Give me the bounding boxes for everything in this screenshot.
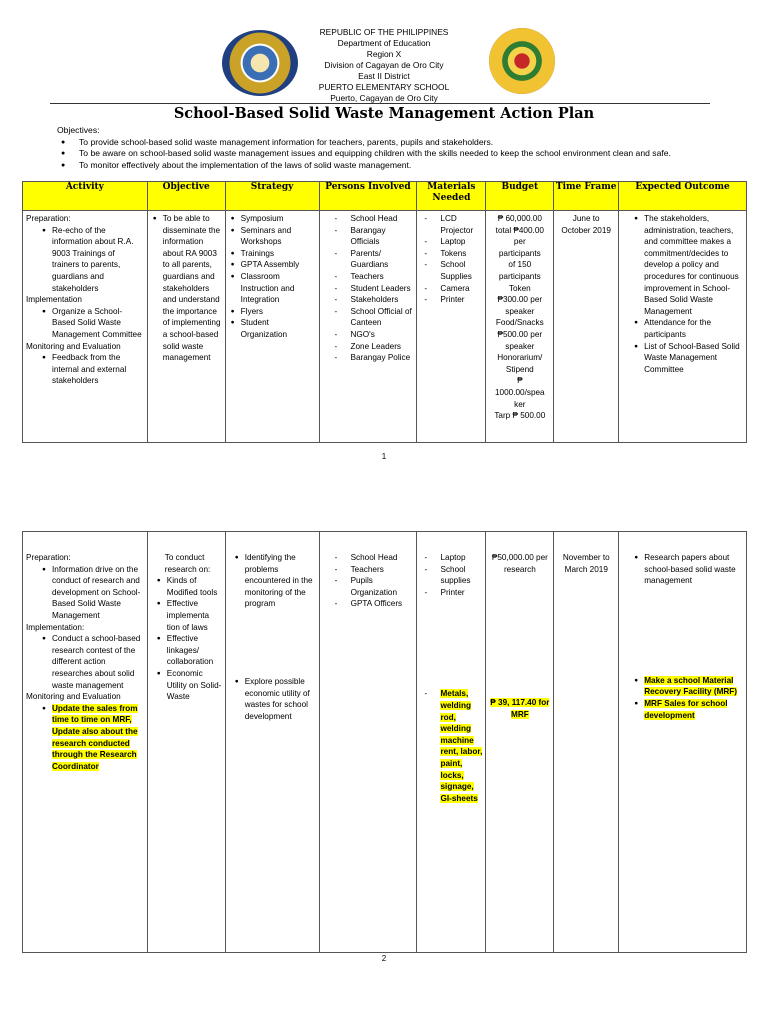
objective-item: ● Effective implementa tion of laws — [167, 598, 222, 633]
timeframe-cell — [554, 532, 619, 953]
material-item: - School supplies — [440, 564, 482, 587]
header-strategy: Strategy — [225, 182, 319, 211]
budget-line: participants — [498, 248, 541, 258]
person-item: - Barangay Police — [351, 352, 414, 364]
persons-cell — [319, 211, 417, 443]
budget-line: Stipend — [505, 364, 534, 374]
table-row — [23, 211, 747, 443]
highlighted-text: Make a school Material Recovery Facility (MRF) — [644, 675, 738, 697]
header-line-6: PUERTO ELEMENTARY SCHOOL — [318, 82, 450, 92]
activity-cell — [23, 211, 148, 443]
strategy-cell — [225, 532, 319, 953]
action-plan-table-page-1 — [22, 181, 747, 443]
activity-cell — [23, 532, 148, 953]
person-item: - GPTA Officers — [351, 598, 414, 610]
person-item: - Barangay Officials — [351, 225, 414, 248]
header-expected-outcome: Expected Outcome — [619, 182, 747, 211]
strategy-item: ● Flyers — [241, 306, 316, 318]
persons-cell — [319, 532, 417, 953]
strategy-cell — [225, 211, 319, 443]
budget-line: ₱50,000.00 per research — [491, 553, 548, 574]
budget-line: Food/Snacks — [495, 318, 544, 328]
material-item: - Printer — [440, 294, 482, 306]
outcome-item: ● Attendance for the participants — [644, 317, 743, 340]
outcome-cell — [619, 211, 747, 443]
outcome-item — [644, 698, 743, 721]
highlighted-text: MRF Sales for school development — [644, 698, 728, 720]
header-line-7: Puerto, Cagayan de Oro City — [330, 93, 438, 103]
material-item: - Laptop — [440, 236, 482, 248]
person-item: - Parents/ Guardians — [351, 248, 414, 271]
phase-label: Preparation: — [26, 553, 71, 562]
person-item: - Stakeholders — [351, 294, 414, 306]
material-item: - Camera — [440, 283, 482, 295]
outcome-item — [644, 675, 743, 698]
budget-line: of 150 — [508, 260, 532, 270]
header-line-2: Department of Education — [337, 38, 431, 48]
objective-cell — [147, 211, 225, 443]
phase-label: Monitoring and Evaluation — [26, 692, 121, 702]
strategy-item: ● Explore possible economic utility of wastes for school development — [245, 676, 316, 722]
budget-line: ₱300.00 per — [497, 295, 543, 305]
timeframe-text: June to October 2019 — [561, 214, 611, 235]
outcome-item: ● The stakeholders, administration, teachers, and committee makes a commitment/decides to develop a policy and procedures for continuous improvement in School-Based Solid Waste Management — [644, 213, 743, 317]
header-materials-needed: Materials Needed — [417, 182, 486, 211]
header-persons-involved: Persons Involved — [319, 182, 417, 211]
person-item: - School Official of Canteen — [351, 306, 414, 329]
person-item: - Zone Leaders — [351, 341, 414, 353]
budget-line: speaker — [505, 341, 535, 351]
page-number: 2 — [381, 954, 387, 963]
budget-line: ₱ 60,000.00 — [497, 214, 542, 223]
budget-line: participants — [498, 271, 541, 281]
objectives-label: Objectives: — [57, 125, 100, 135]
table-row — [23, 532, 747, 953]
header-line-3: Region X — [366, 49, 402, 59]
objectives — [57, 125, 717, 171]
material-item: - Tokens — [440, 248, 482, 260]
activity-item: ● Organize a School-Based Solid Waste Management Committee — [52, 306, 144, 341]
outcome-item: ● Research papers about school-based solid waste management — [644, 552, 743, 587]
material-item: - LCD Projector — [440, 213, 482, 236]
objective-item: ● To monitor effectively about the implementation of the laws of solid waste management. — [75, 160, 717, 172]
materials-cell — [417, 532, 486, 953]
header-line-5: East II District — [358, 71, 410, 81]
person-item: - NGO's — [351, 329, 414, 341]
strategy-item: ● Seminars and Workshops — [241, 225, 316, 248]
materials-cell — [417, 211, 486, 443]
objective-item: ● Effective linkages/ collaboration — [167, 633, 222, 668]
header-line-4: Division of Cagayan de Oro City — [324, 60, 444, 70]
person-item: - School Head — [351, 213, 414, 225]
highlighted-text: Metals, welding rod, welding machine rent, labor, paint, locks, signage, GI-sheets — [440, 689, 483, 803]
budget-line: Honorarium/ — [497, 353, 543, 363]
activity-item: ● Feedback from the internal and external stakeholders — [52, 352, 144, 387]
objective-intro: To conduct research on: — [164, 553, 211, 574]
header-rule — [50, 103, 710, 104]
budget-cell — [486, 211, 554, 443]
budget-line: ker — [514, 399, 526, 409]
header-activity: Activity — [23, 182, 148, 211]
material-item: - Laptop — [440, 552, 482, 564]
person-item: - Pupils Organization — [351, 575, 414, 598]
material-item — [440, 688, 482, 804]
activity-item: ● Information drive on the conduct of research and development on School-Based Solid Waste Management — [52, 564, 144, 622]
outcome-item: ● List of School-Based Solid Waste Management Committee — [644, 341, 743, 376]
highlighted-text: Update the sales from time to time on MRF, Update also about the research conducted through the Research Coordinator — [52, 703, 138, 771]
material-item: - Printer — [440, 587, 482, 599]
person-item: - Teachers — [351, 271, 414, 283]
phase-label: Monitoring and Evaluation — [26, 341, 121, 351]
timeframe-text: November to March 2019 — [562, 553, 610, 574]
header-line-1: REPUBLIC OF THE PHILIPPINES — [319, 27, 449, 37]
phase-label: Preparation: — [26, 214, 71, 223]
highlighted-text: ₱ 39, 117.40 for MRF — [490, 698, 550, 719]
budget-cell — [486, 532, 554, 953]
budget-line: ₱ — [517, 376, 523, 386]
person-item: - Student Leaders — [351, 283, 414, 295]
outcome-cell — [619, 532, 747, 953]
page-title: School-Based Solid Waste Management Action Plan — [173, 105, 595, 122]
activity-item: ● Conduct a school-based research contest of the different action researches about solid waste management — [52, 633, 144, 691]
strategy-item: ● Trainings — [241, 248, 316, 260]
budget-line: ₱500.00 per — [497, 329, 543, 339]
objective-text: ● To be able to disseminate the information about RA 9003 to all parents, guardians and stakeholders and understand the importance of implementing a school-based solid waste management — [163, 213, 222, 364]
strategy-item: ● Classroom Instruction and Integration — [241, 271, 316, 306]
material-item: - School Supplies — [440, 259, 482, 282]
phase-label: Implementation — [26, 295, 82, 305]
person-item: - Teachers — [351, 564, 414, 576]
budget-line: speaker — [505, 306, 535, 316]
person-item: - School Head — [351, 552, 414, 564]
strategy-item: ● GPTA Assembly — [241, 259, 316, 271]
budget-line: per — [513, 237, 526, 247]
objective-item: ● Kinds of Modified tools — [167, 575, 222, 598]
objective-item: ● To provide school-based solid waste management information for teachers, parents, pupils and stakeholders. — [75, 137, 717, 149]
budget-line: Tarp ₱ 500.00 — [494, 411, 546, 421]
budget-line: Token — [508, 283, 531, 293]
budget-line: total ₱400.00 — [495, 225, 544, 235]
objective-item: ● To be aware on school-based solid waste management issues and equipping children with the skills needed to keep the school environment clean and safe. — [75, 148, 717, 160]
header-budget: Budget — [486, 182, 554, 211]
action-plan-table-page-2 — [22, 531, 747, 953]
objective-item: ● Economic Utility on Solid-Waste — [167, 668, 222, 703]
header-objective: Objective — [147, 182, 225, 211]
page-number: 1 — [381, 452, 387, 461]
strategy-item: ● Symposium — [241, 213, 316, 225]
budget-line: 1000.00/spea — [494, 387, 545, 397]
phase-label: Implementation: — [26, 622, 85, 632]
objective-cell — [147, 532, 225, 953]
header-time-frame: Time Frame — [554, 182, 619, 211]
activity-item: ● Re-echo of the information about R.A. 9003 Trainings of trainers to parents, guardians and stakeholders — [52, 225, 144, 295]
timeframe-cell — [554, 211, 619, 443]
table-header-row — [23, 182, 747, 211]
activity-item — [52, 703, 144, 773]
strategy-item: ● Identifying the problems encountered in the monitoring of the program — [245, 552, 316, 610]
strategy-item: ● Student Organization — [241, 317, 316, 340]
